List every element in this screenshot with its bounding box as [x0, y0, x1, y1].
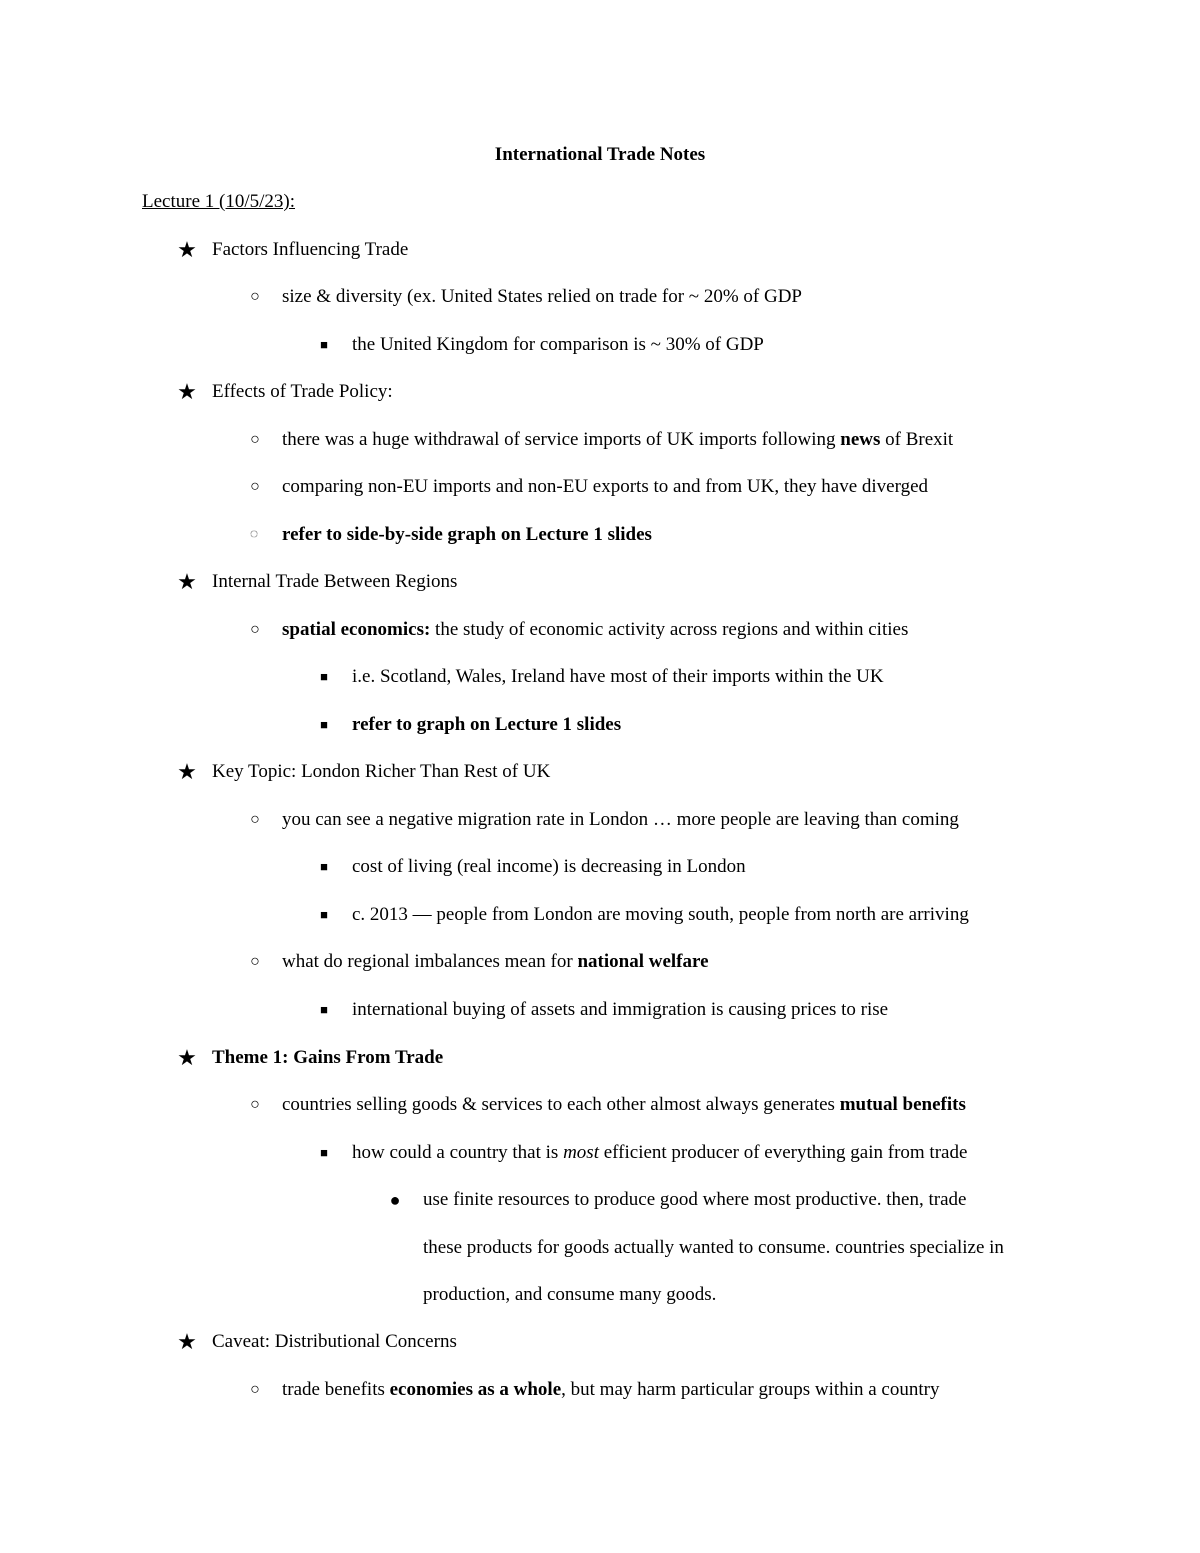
list-item-text: trade benefits — [282, 1379, 390, 1400]
lecture-heading: Lecture 1 (10/5/23): — [142, 191, 296, 212]
list-item — [282, 1378, 939, 1402]
list-item-text: cost of living (real income) is decreasing in London — [352, 856, 746, 877]
list-item-text: most — [563, 1142, 599, 1163]
list-item-text: Theme 1: Gains From Trade — [212, 1047, 444, 1068]
circle-bullet-icon: ○ — [250, 1381, 260, 1398]
list-item-text: Effects of Trade Policy: — [212, 381, 393, 402]
list-item — [352, 1141, 967, 1165]
square-bullet-icon: ■ — [320, 717, 328, 732]
square-bullet-icon: ■ — [320, 1145, 328, 1160]
star-bullet-icon: ★ — [177, 1045, 197, 1070]
list-item — [352, 713, 621, 737]
list-item — [282, 475, 928, 499]
star-bullet-icon: ★ — [177, 569, 197, 594]
star-bullet-icon: ★ — [177, 759, 197, 784]
list-item — [212, 1330, 457, 1354]
list-item-text: you can see a negative migration rate in London … more people are leaving than coming — [282, 809, 959, 830]
list-item — [423, 1188, 966, 1212]
list-item-text: countries selling goods & services to each other almost always generates — [282, 1094, 840, 1115]
list-item — [423, 1283, 716, 1307]
list-item — [282, 1093, 966, 1117]
square-bullet-icon: ■ — [320, 907, 328, 922]
list-item-text: Factors Influencing Trade — [212, 239, 409, 260]
list-item-text: production, and consume many goods. — [423, 1284, 717, 1305]
circle-bullet-icon: ○ — [250, 431, 260, 448]
list-item — [212, 570, 457, 594]
list-item-text: refer to side-by-side graph on Lecture 1 slides — [282, 524, 652, 545]
list-item — [352, 665, 884, 689]
list-item — [282, 618, 908, 642]
list-item — [212, 760, 550, 784]
document-title: International Trade Notes — [494, 144, 706, 165]
list-item-text: economies as a whole — [389, 1379, 562, 1400]
list-item-text: refer to graph on Lecture 1 slides — [352, 714, 622, 735]
list-item-text: these products for goods actually wanted to consume. countries specialize in — [423, 1237, 1004, 1258]
list-item — [423, 1236, 1004, 1260]
star-bullet-icon: ★ — [177, 237, 197, 262]
circle-bullet-icon: ○ — [250, 288, 260, 305]
list-item-text: , but may harm particular groups within a country — [561, 1379, 940, 1400]
list-item-text: efficient producer of everything gain from trade — [598, 1142, 968, 1163]
list-item-text: what do regional imbalances mean for — [282, 951, 578, 972]
circle-bullet-icon: ○ — [250, 478, 260, 495]
list-item-text: there was a huge withdrawal of service imports of UK imports following — [282, 429, 841, 450]
list-item-text: spatial economics: — [282, 619, 431, 640]
list-item-text: international buying of assets and immigration is causing prices to rise — [352, 999, 889, 1020]
dot-bullet-icon: ● — [389, 1190, 401, 1210]
square-bullet-icon: ■ — [320, 859, 328, 874]
circle-bullet-icon: ○ — [250, 953, 260, 970]
list-item-text: the United Kingdom for comparison is ~ 30% of GDP — [352, 334, 764, 355]
list-item — [212, 380, 393, 404]
dotted-circle-bullet-icon: ◌ — [249, 527, 259, 542]
list-item — [282, 950, 709, 974]
star-bullet-icon: ★ — [177, 1329, 197, 1354]
square-bullet-icon: ■ — [320, 669, 328, 684]
list-item — [352, 333, 764, 357]
list-item-text: Internal Trade Between Regions — [212, 571, 458, 592]
list-item-text: i.e. Scotland, Wales, Ireland have most of their imports within the UK — [352, 666, 884, 687]
list-item-text: of Brexit — [880, 429, 954, 450]
list-item — [282, 285, 802, 309]
list-item-text: the study of economic activity across regions and within cities — [430, 619, 909, 640]
square-bullet-icon: ■ — [320, 1002, 328, 1017]
list-item — [352, 998, 888, 1022]
list-item — [352, 855, 746, 879]
list-item-text: c. 2013 — people from London are moving south, people from north are arriving — [352, 904, 969, 925]
list-item — [352, 903, 969, 927]
list-item-text: Caveat: Distributional Concerns — [212, 1331, 457, 1352]
circle-bullet-icon: ○ — [250, 811, 260, 828]
list-item — [282, 428, 953, 452]
square-bullet-icon: ■ — [320, 337, 328, 352]
star-bullet-icon: ★ — [177, 379, 197, 404]
list-item-text: news — [840, 429, 881, 450]
list-item-text: national welfare — [577, 951, 709, 972]
list-item — [282, 523, 652, 547]
circle-bullet-icon: ○ — [250, 1096, 260, 1113]
list-item-text: mutual benefits — [839, 1094, 966, 1115]
circle-bullet-icon: ○ — [250, 621, 260, 638]
list-item — [212, 1046, 443, 1070]
list-item — [282, 808, 959, 832]
list-item-text: size & diversity (ex. United States relied on trade for ~ 20% of GDP — [282, 286, 802, 307]
list-item-text: use finite resources to produce good where most productive. then, trade — [423, 1189, 967, 1210]
list-item — [212, 238, 408, 262]
list-item-text: how could a country that is — [352, 1142, 564, 1163]
list-item-text: Key Topic: London Richer Than Rest of UK — [212, 761, 551, 782]
list-item-text: comparing non-EU imports and non-EU exports to and from UK, they have diverged — [282, 476, 929, 497]
